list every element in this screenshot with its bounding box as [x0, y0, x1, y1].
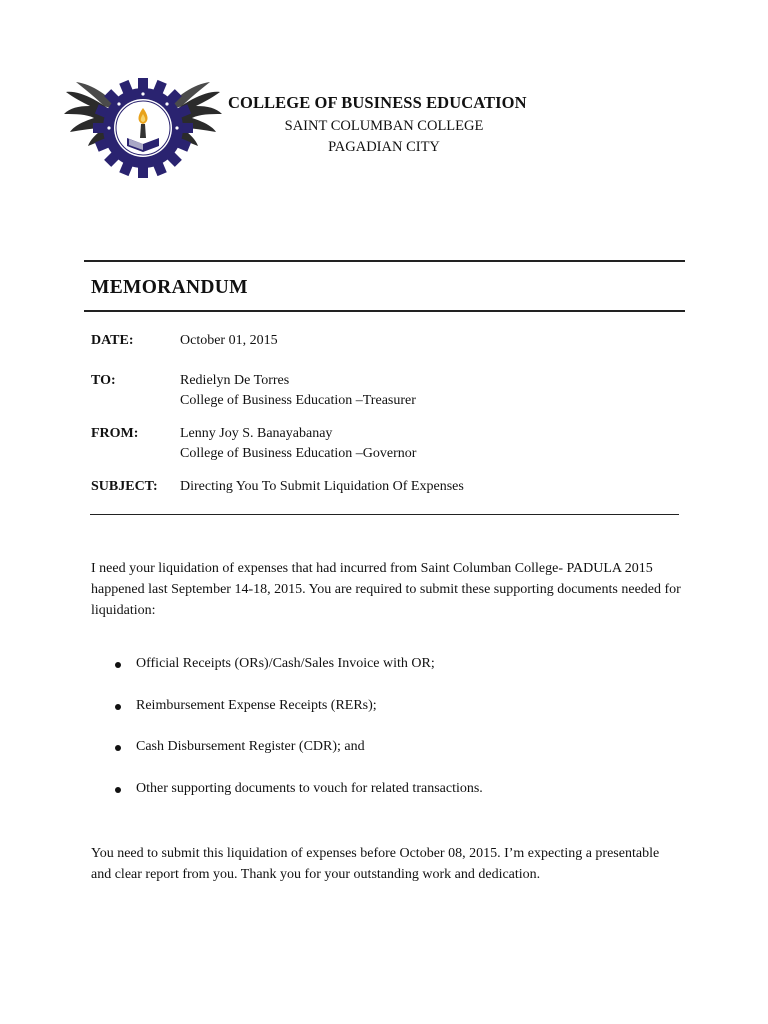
list-item [91, 739, 691, 781]
college-title: COLLEGE OF BUSINESS EDUCATION [228, 93, 527, 112]
bullet-icon [115, 704, 121, 710]
list-item [91, 698, 691, 740]
closing-paragraph: You need to submit this liquidation of expenses before October 08, 2015. I’m expecting a presentable and clear report from you. Thank you for your outstanding work and dedication. [91, 846, 660, 882]
to-position: College of Business Education –Treasurer [180, 393, 416, 408]
from-position: College of Business Education –Governor [180, 446, 417, 461]
title-divider [84, 310, 685, 312]
subject-value: Directing You To Submit Liquidation Of Expenses [180, 479, 464, 494]
from-name: Lenny Joy S. Banayabanay [180, 426, 333, 441]
list-item-text: Cash Disbursement Register (CDR); and [136, 739, 365, 754]
header-divider [90, 514, 679, 515]
to-label: TO: [91, 373, 116, 388]
bullet-icon [115, 745, 121, 751]
date-label: DATE: [91, 333, 134, 348]
date-value: October 01, 2015 [180, 333, 278, 348]
intro-paragraph: I need your liquidation of expenses that had incurred from Saint Columban College- PADULA 2015 happened last September 14-18, 2015. You are required to submit these supporting documents needed for liquidation: [91, 561, 681, 618]
school-city: PAGADIAN CITY [328, 139, 440, 155]
memo-title: MEMORANDUM [91, 277, 248, 298]
requirements-list [91, 656, 691, 822]
list-item [91, 781, 691, 823]
top-divider [84, 260, 685, 262]
bullet-icon [115, 662, 121, 668]
list-item [91, 656, 691, 698]
bullet-icon [115, 787, 121, 793]
winged-gear-seal-icon [62, 72, 224, 184]
school-name: SAINT COLUMBAN COLLEGE [284, 118, 484, 134]
from-label: FROM: [91, 426, 139, 441]
to-name: Redielyn De Torres [180, 373, 290, 388]
list-item-text: Other supporting documents to vouch for related transactions. [136, 780, 483, 796]
subject-label: SUBJECT: [91, 479, 158, 494]
list-item-text: Reimbursement Expense Receipts (RERs); [136, 697, 377, 713]
list-item-text: Official Receipts (ORs)/Cash/Sales Invoice with OR; [136, 656, 435, 671]
